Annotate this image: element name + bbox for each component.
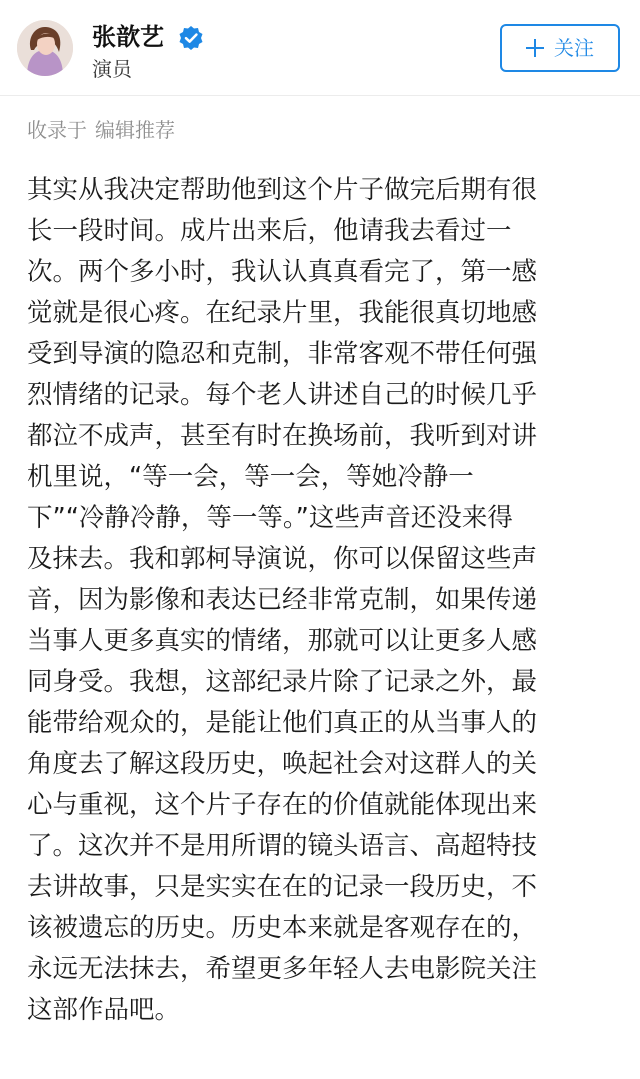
answer-text-line: 都泣不成声，甚至有时在换场前，我听到对讲 — [27, 421, 538, 451]
answer-text-line: 心与重视，这个片子存在的价值就能体现出来 — [27, 790, 538, 820]
answer-text-line: 机里说，“等一会，等一会，等她冷静一 — [27, 462, 474, 492]
answer-text-line: 能带给观众的，是能让他们真正的从当事人的 — [27, 708, 538, 738]
answer-text-line: 次。两个多小时，我认认真真看完了，第一感 — [27, 257, 538, 287]
collected-info — [27, 116, 175, 144]
answer-text-line: 去讲故事，只是实实在在的记录一段历史，不 — [27, 872, 538, 902]
answer-text-line: 受到导演的隐忍和克制，非常客观不带任何强 — [27, 339, 538, 369]
answer-text-line: 当事人更多真实的情绪，那就可以让更多人感 — [27, 626, 538, 656]
answer-text-line: 及抹去。我和郭柯导演说，你可以保留这些声 — [27, 544, 538, 574]
answer-text-line: 永远无法抹去，希望更多年轻人去电影院关注 — [27, 954, 538, 984]
answer-text-line: 了。这次并不是用所谓的镜头语言、高超特技 — [27, 831, 538, 861]
answer-text-line: 这部作品吧。 — [27, 995, 181, 1025]
answer-text-line: 音，因为影像和表达已经非常克制，如果传递 — [27, 585, 538, 615]
user-avatar[interactable] — [17, 20, 73, 76]
answer-text-line: 觉就是很心疼。在纪录片里，我能很真切地感 — [27, 298, 538, 328]
author-name[interactable]: 张歆艺 — [92, 23, 164, 51]
follow-button[interactable] — [500, 24, 620, 72]
avatar-image — [17, 20, 73, 76]
follow-button-label: 关注 — [554, 36, 594, 60]
answer-content — [27, 170, 617, 1031]
plus-icon — [526, 39, 544, 57]
answer-text-line: 该被遗忘的历史。历史本来就是客观存在的， — [27, 913, 538, 943]
answer-text-line: 烈情绪的记录。每个老人讲述自己的时候几乎 — [27, 380, 538, 410]
answer-text-line: 下”“冷静冷静，等一等。”这些声音还没来得 — [27, 503, 513, 533]
answer-author-header — [0, 0, 640, 96]
answer-text-line: 其实从我决定帮助他到这个片子做完后期有很 — [27, 175, 538, 205]
collected-source-link[interactable]: 编辑推荐 — [95, 118, 175, 142]
answer-text-line: 长一段时间。成片出来后，他请我去看过一 — [27, 216, 512, 246]
verified-check-icon — [178, 25, 204, 51]
author-role: 演员 — [92, 57, 132, 81]
answer-text-line: 同身受。我想，这部纪录片除了记录之外，最 — [27, 667, 538, 697]
answer-text-line: 角度去了解这段历史，唤起社会对这群人的关 — [27, 749, 538, 779]
collected-prefix: 收录于 — [27, 118, 87, 142]
